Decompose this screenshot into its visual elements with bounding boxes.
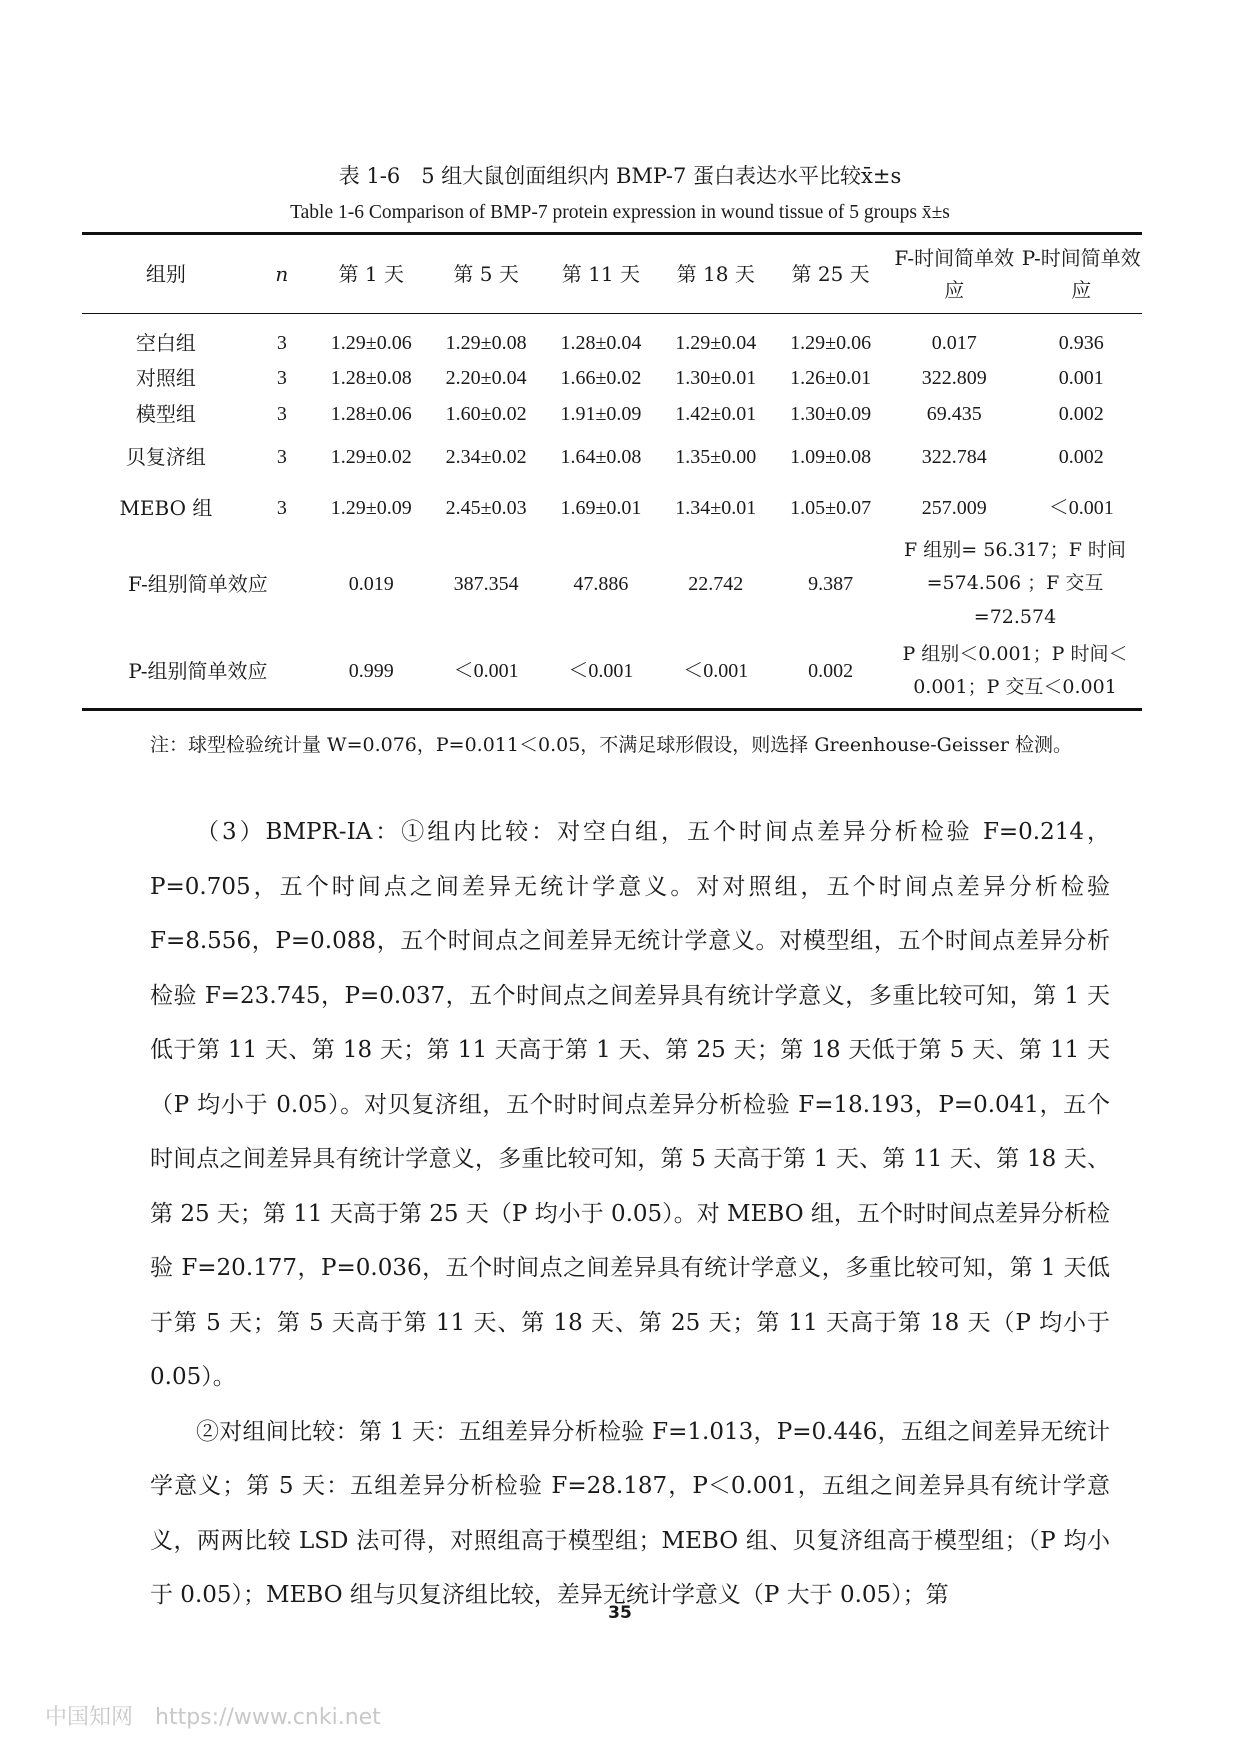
f-stat-summary: F 组别= 56.317；F 时间=574.506 ；F 交互=72.574 (904, 539, 1126, 628)
cell-p: 0.002 (1058, 403, 1104, 425)
body-text (150, 805, 1110, 1623)
cell-value: 2.45±0.03 (445, 497, 527, 519)
f-group-row (82, 534, 1142, 634)
p-group-value: ＜0.001 (568, 660, 634, 682)
cell-value: 1.29±0.08 (445, 332, 527, 354)
paragraph: ②对组间比较：第 1 天：五组差异分析检验 F=1.013，P=0.446，五组之间差异无统计学意义；第 5 天：五组差异分析检验 F=28.187，P＜0.001，五组之间差异具有统计学意义，两两比较 LSD 法可得，对照组高于模型组；MEBO 组、贝复济组高于模型组；（P 均小于 0.05）；MEBO 组与贝复济组比较，差异无统计学意义（P 大于 0.05）；第 (150, 1418, 1110, 1608)
cell-p: 0.002 (1058, 446, 1104, 468)
cell-value: 1.05±0.07 (790, 497, 872, 519)
header-day1: 第 1 天 (338, 262, 404, 286)
header-day18: 第 18 天 (676, 262, 755, 286)
cell-value: 1.42±0.01 (675, 403, 757, 425)
cell-n: 3 (276, 497, 287, 519)
cell-value: 1.28±0.04 (560, 332, 642, 354)
header-day5: 第 5 天 (453, 262, 519, 286)
cell-value: 1.28±0.08 (330, 367, 412, 389)
f-group-value: 22.742 (688, 573, 744, 595)
cell-n: 3 (276, 367, 287, 389)
cell-f: 322.809 (921, 367, 987, 389)
bmp7-table (82, 232, 1142, 711)
cell-value: 2.20±0.04 (445, 367, 527, 389)
f-group-value: 47.886 (573, 573, 629, 595)
cell-value: 1.30±0.01 (675, 367, 757, 389)
cell-value: 1.29±0.09 (330, 497, 412, 519)
f-group-value: 9.387 (808, 573, 854, 595)
header-day25: 第 25 天 (791, 262, 870, 286)
cell-value: 1.29±0.06 (330, 332, 412, 354)
table-note: 注：球型检验统计量 W=0.076，P=0.011＜0.05，不满足球形假设，则选择 Greenhouse-Geisser 检测。 (150, 734, 1073, 756)
cell-value: 1.60±0.02 (445, 403, 527, 425)
cell-value: 1.91±0.09 (560, 403, 642, 425)
cell-f: 257.009 (921, 497, 987, 519)
p-group-row (82, 634, 1142, 710)
f-group-value: 387.354 (453, 573, 519, 595)
table-row (82, 482, 1142, 534)
cell-p: ＜0.001 (1048, 497, 1114, 519)
p-group-value: 0.999 (348, 660, 394, 682)
cell-group: 空白组 (135, 331, 196, 355)
table-header-row (82, 234, 1142, 314)
p-stat-summary: P 组别＜0.001；P 时间＜0.001；P 交互＜0.001 (902, 642, 1128, 698)
table-row (82, 432, 1142, 482)
p-group-value: ＜0.001 (453, 660, 519, 682)
header-p-time: P-时间简单效应 (1021, 246, 1141, 302)
cell-value: 1.30±0.09 (790, 403, 872, 425)
cell-group: MEBO 组 (119, 496, 213, 520)
cell-f: 69.435 (926, 403, 982, 425)
table-row (82, 360, 1142, 396)
cell-value: 1.09±0.08 (790, 446, 872, 468)
cell-f: 0.017 (931, 332, 977, 354)
cell-value: 1.69±0.01 (560, 497, 642, 519)
p-group-value: ＜0.001 (683, 660, 749, 682)
cell-n: 3 (276, 446, 287, 468)
p-group-value: 0.002 (808, 660, 854, 682)
cell-value: 1.64±0.08 (560, 446, 642, 468)
table-row (82, 396, 1142, 432)
header-f-time: F-时间简单效应 (894, 246, 1015, 302)
cell-value: 1.28±0.06 (330, 403, 412, 425)
header-day11: 第 11 天 (561, 262, 641, 286)
cell-value: 1.34±0.01 (675, 497, 757, 519)
header-n: n (275, 262, 289, 286)
f-group-value: 0.019 (348, 573, 394, 595)
cell-group: 对照组 (135, 366, 196, 390)
cell-value: 1.35±0.00 (675, 446, 757, 468)
cell-value: 1.66±0.02 (560, 367, 642, 389)
p-group-label: P-组别简单效应 (128, 659, 268, 683)
table-caption-cn: 表 1-6 5 组大鼠创面组织内 BMP-7 蛋白表达水平比较x̄±s (338, 164, 902, 188)
data-table-wrapper (82, 232, 1142, 711)
header-group: 组别 (145, 262, 186, 286)
cell-f: 322.784 (921, 446, 987, 468)
paragraph: （3）BMPR-IA：①组内比较：对空白组，五个时间点差异分析检验 F=0.214，P=0.705，五个时间点之间差异无统计学意义。对对照组，五个时间点差异分析检验F=8.556，P=0.088，五个时间点之间差异无统计学意义。对模型组，五个时间点差异分析检验 F=23.745，P=0.037，五个时间点之间差异具有统计学意义，多重比较可知，第 1 天低于第 11 天、第 18 天；第 11 天高于第 1 天、第 25 天；第 18 天低于第 5 天、第 11 天（P 均小于 0.05）。对贝复济组，五个时时间点差异分析检验 F=18.193，P=0.041，五个时间点之间差异具有统计学意义，多重比较可知，第 5 天高于第 1 天、第 11 天、第 18 天、第 25 天；第 11 天高于第 25 天（P 均小于 0.05）。对 MEBO 组，五个时时间点差异分析检验 F=20.177，P=0.036，五个时间点之间差异具有统计学意义，多重比较可知，第 1 天低于第 5 天；第 5 天高于第 11 天、第 18 天、第 25 天；第 11 天高于第 18 天（P 均小于 0.05）。 (150, 819, 1110, 1390)
cell-value: 1.29±0.02 (330, 446, 412, 468)
cell-group: 贝复济组 (125, 445, 206, 469)
page-number: 35 (608, 1603, 632, 1623)
cell-n: 3 (276, 403, 287, 425)
cell-group: 模型组 (135, 402, 196, 426)
cell-p: 0.936 (1058, 332, 1104, 354)
cell-n: 3 (276, 332, 287, 354)
table-row (82, 314, 1142, 361)
cnki-watermark: 中国知网 https://www.cnki.net (45, 1705, 381, 1730)
cell-value: 1.26±0.01 (790, 367, 872, 389)
cell-p: 0.001 (1058, 367, 1104, 389)
table-caption-en: Table 1-6 Comparison of BMP-7 protein expression in wound tissue of 5 groups x̄±s (290, 202, 950, 223)
cell-value: 1.29±0.04 (675, 332, 757, 354)
cell-value: 2.34±0.02 (445, 446, 527, 468)
cell-value: 1.29±0.06 (790, 332, 872, 354)
f-group-label: F-组别简单效应 (128, 572, 268, 596)
